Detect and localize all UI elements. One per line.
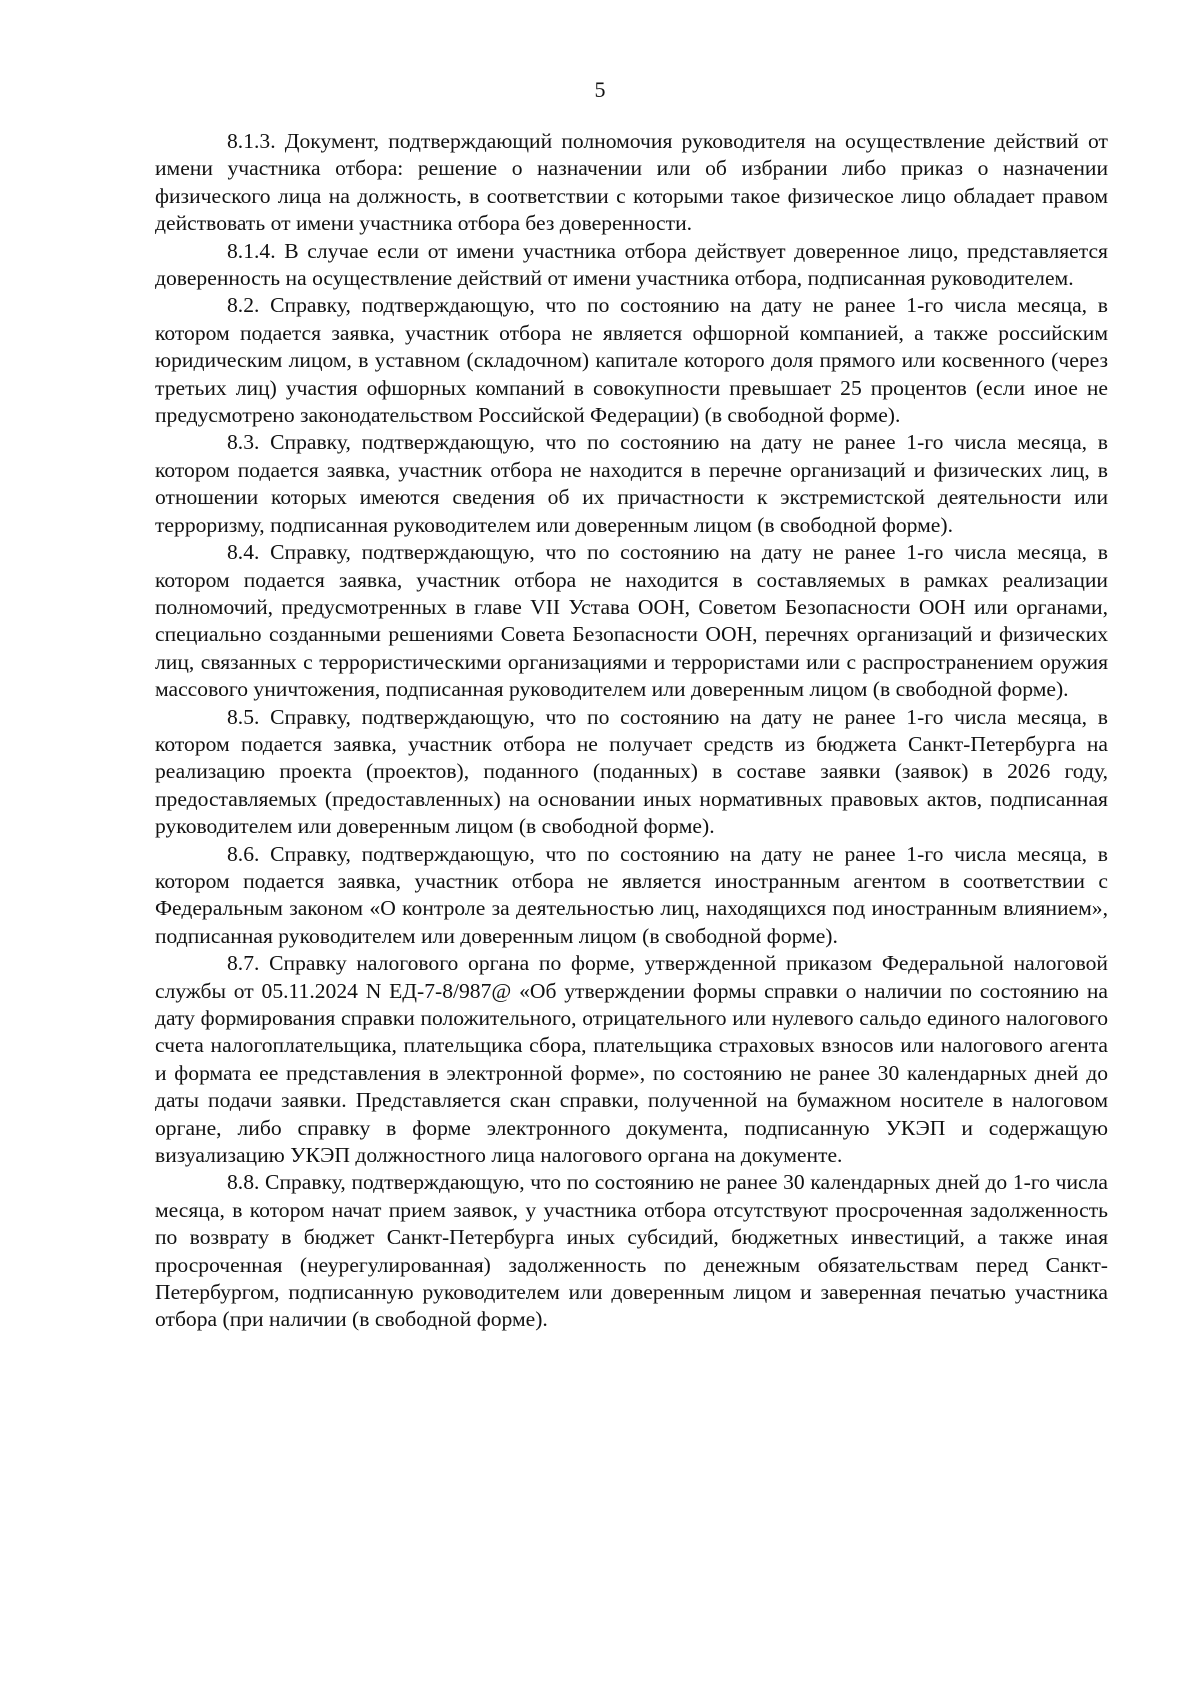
paragraph-8-3: 8.3. Справку, подтверждающую, что по состоянию на дату не ранее 1-го числа месяца, в котором подается заявка, участник отбора не находится в перечне организаций и физических лиц, в отношении которых имеются сведения об их причастности к экстремистской деятельности или терроризму, подписанная руководителем или доверенным лицом (в свободной форме). xyxy=(155,430,1108,537)
paragraph-8-6: 8.6. Справку, подтверждающую, что по состоянию на дату не ранее 1-го числа месяца, в котором подается заявка, участник отбора не является иностранным агентом в соответствии с Федеральным законом «О контроле за деятельностью лиц, находящихся под иностранным влиянием», подписанная руководителем или доверенным лицом (в свободной форме). xyxy=(155,841,1108,948)
paragraph-8-5: 8.5. Справку, подтверждающую, что по состоянию на дату не ранее 1-го числа месяца, в котором подается заявка, участник отбора не получает средств из бюджета Санкт-Петербурга на реализацию проекта (проектов), поданного (поданных) в составе заявки (заявок) в 2026 году, предоставляемых (предоставленных) на основании иных нормативных правовых актов, подписанная руководителем или доверенным лицом (в свободной форме). xyxy=(155,704,1108,839)
paragraph-8-2: 8.2. Справку, подтверждающую, что по состоянию на дату не ранее 1-го числа месяца, в котором подается заявка, участник отбора не является офшорной компанией, а также российским юридическим лицом, в уставном (складочном) капитале которого доля прямого или косвенного (через третьих лиц) участия офшорных компаний в совокупности превышает 25 процентов (если иное не предусмотрено законодательством Российской Федерации) (в свободной форме). xyxy=(155,293,1108,428)
paragraph-8-7: 8.7. Справку налогового органа по форме, утвержденной приказом Федеральной налоговой службы от 05.11.2024 N ЕД-7-8/987@ «Об утверждении формы справки о наличии по состоянию на дату формирования справки положительного, отрицательного или нулевого сальдо единого налогового счета налогоплательщика, плательщика сбора, плательщика страховых взносов или налогового агента и формата ее представления в электронной форме», по состоянию не ранее 30 календарных дней до даты подачи заявки. Представляется скан справки, полученной на бумажном носителе в налоговом органе, либо справку в форме электронного документа, подписанную УКЭП и содержащую визуализацию УКЭП должностного лица налогового органа на документе. xyxy=(155,951,1108,1168)
document-body xyxy=(155,128,1108,1334)
paragraph-8-1-3: 8.1.3. Документ, подтверждающий полномочия руководителя на осуществление действий от имени участника отбора: решение о назначении или об избрании либо приказ о назначении физического лица на должность, в соответствии с которыми такое физическое лицо обладает правом действовать от имени участника отбора без доверенности. xyxy=(155,129,1108,236)
paragraph-8-4: 8.4. Справку, подтверждающую, что по состоянию на дату не ранее 1-го числа месяца, в котором подается заявка, участник отбора не находится в составляемых в рамках реализации полномочий, предусмотренных в главе VII Устава ООН, Советом Безопасности ООН или органами, специально созданными решениями Совета Безопасности ООН, перечнях организаций и физических лиц, связанных с террористическими организациями и террористами или с распространением оружия массового уничтожения, подписанная руководителем или доверенным лицом (в свободной форме). xyxy=(155,540,1108,702)
paragraph-8-1-4: 8.1.4. В случае если от имени участника отбора действует доверенное лицо, представляется доверенность на осуществление действий от имени участника отбора, подписанная руководителем. xyxy=(155,238,1108,291)
paragraph-8-8: 8.8. Справку, подтверждающую, что по состоянию не ранее 30 календарных дней до 1-го числа месяца, в котором начат прием заявок, у участника отбора отсутствуют просроченная задолженность по возврату в бюджет Санкт-Петербурга иных субсидий, бюджетных инвестиций, а также иная просроченная (неурегулированная) задолженность по денежным обязательствам перед Санкт-Петербургом, подписанную руководителем или доверенным лицом и заверенная печатью участника отбора (при наличии (в свободной форме). xyxy=(155,1170,1108,1332)
page-number: 5 xyxy=(594,77,606,102)
